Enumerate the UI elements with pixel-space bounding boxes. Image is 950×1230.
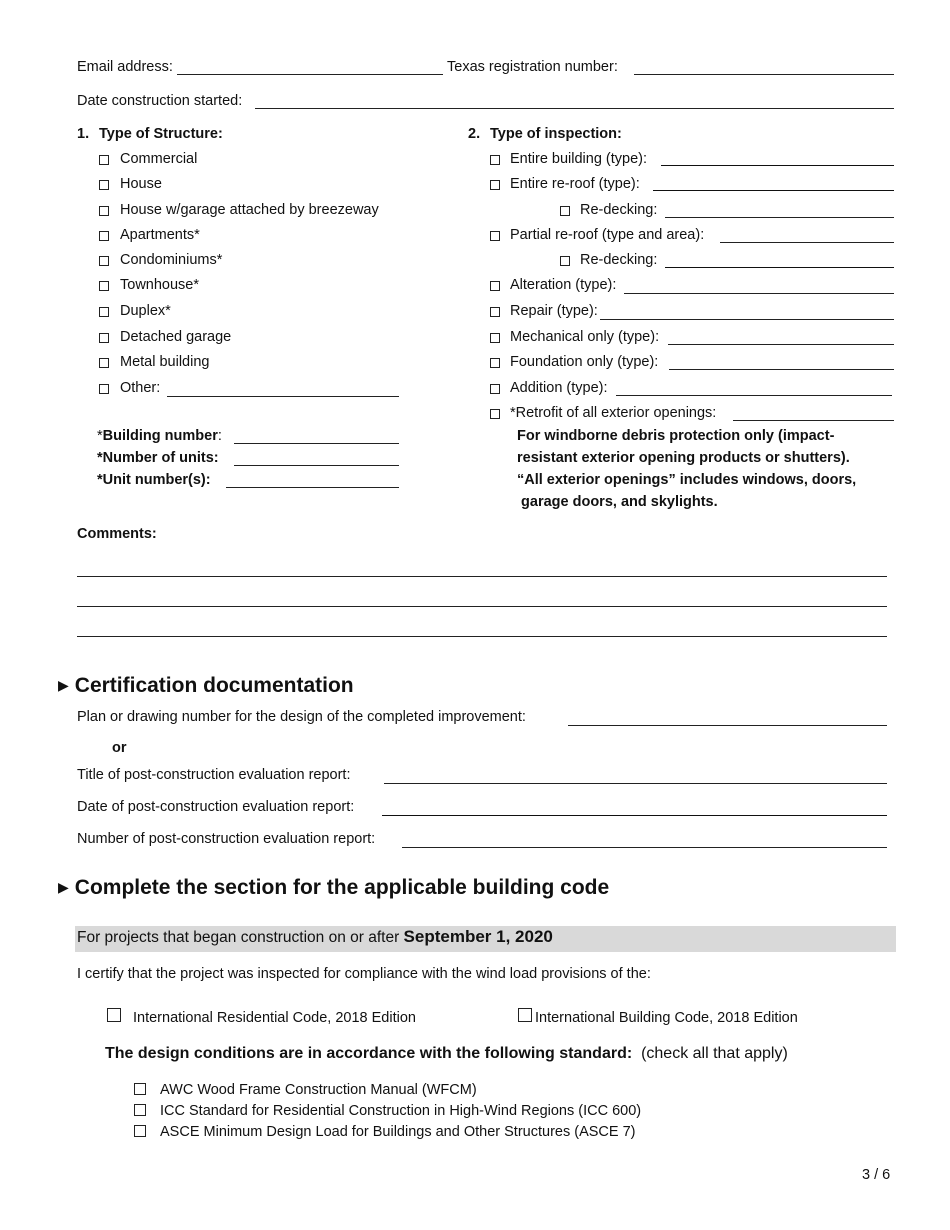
report-number-field[interactable] <box>402 847 887 848</box>
other-structure-field[interactable] <box>167 396 399 397</box>
checkbox-irc-2018[interactable] <box>107 1008 121 1022</box>
structure-option-other: Other: <box>120 380 161 396</box>
inspection-option-entire-reroof: Entire re-roof (type): <box>510 176 640 192</box>
code-option-ibc: International Building Code, 2018 Edition <box>535 1010 798 1026</box>
building-number-field[interactable] <box>234 443 399 444</box>
report-number-label: Number of post-construction evaluation report: <box>77 831 376 847</box>
building-code-section-heading: ▶ Complete the section for the applicable building code <box>58 876 610 899</box>
standard-asce-7: ASCE Minimum Design Load for Buildings and Other Structures (ASCE 7) <box>160 1124 636 1140</box>
redecking-entire-field[interactable] <box>665 217 894 218</box>
checkbox-duplex[interactable] <box>99 307 109 317</box>
structure-option-duplex: Duplex* <box>120 303 171 319</box>
checkbox-condominiums[interactable] <box>99 256 109 266</box>
inspection-option-redecking-partial: Re-decking: <box>580 252 658 268</box>
inspection-option-alteration: Alteration (type): <box>510 277 617 293</box>
date-started-field[interactable] <box>255 108 894 109</box>
email-field[interactable] <box>177 74 443 75</box>
checkbox-commercial[interactable] <box>99 155 109 165</box>
inspection-option-repair: Repair (type): <box>510 303 598 319</box>
structure-option-metal-building: Metal building <box>120 354 210 370</box>
structure-option-detached-garage: Detached garage <box>120 329 232 345</box>
page-number: 3 / 6 <box>862 1167 891 1183</box>
foundation-only-field[interactable] <box>669 369 894 370</box>
number-of-units-label: *Number of units: <box>97 450 219 466</box>
checkbox-townhouse[interactable] <box>99 281 109 291</box>
report-title-label: Title of post-construction evaluation report: <box>77 767 351 783</box>
addition-field[interactable] <box>616 395 892 396</box>
checkbox-repair[interactable] <box>490 307 500 317</box>
structure-option-townhouse: Townhouse* <box>120 277 199 293</box>
structure-option-house-breezeway: House w/garage attached by breezeway <box>120 202 379 218</box>
comments-label: Comments: <box>77 526 157 542</box>
retrofit-openings-field[interactable] <box>733 420 894 421</box>
inspection-option-entire-building: Entire building (type): <box>510 151 648 167</box>
checkbox-house-breezeway[interactable] <box>99 206 109 216</box>
checkbox-asce-7[interactable] <box>134 1125 146 1137</box>
checkbox-house[interactable] <box>99 180 109 190</box>
comments-line-2[interactable] <box>77 606 887 607</box>
banner-text: For projects that began construction on or after September 1, 2020 <box>77 927 553 946</box>
structure-option-house: House <box>120 176 162 192</box>
checkbox-mechanical-only[interactable] <box>490 333 500 343</box>
date-started-label: Date construction started: <box>77 93 243 109</box>
plan-number-label: Plan or drawing number for the design of the completed improvement: <box>77 709 526 725</box>
inspection-option-foundation-only: Foundation only (type): <box>510 354 659 370</box>
structure-option-apartments: Apartments* <box>120 227 200 243</box>
structure-heading-number: 1. <box>77 126 90 142</box>
unit-numbers-label: *Unit number(s): <box>97 472 211 488</box>
structure-option-commercial: Commercial <box>120 151 198 167</box>
inspection-heading-number: 2. <box>468 126 481 142</box>
checkbox-icc-600[interactable] <box>134 1104 146 1116</box>
inspection-heading: Type of inspection: <box>490 126 622 142</box>
entire-building-field[interactable] <box>661 165 894 166</box>
inspection-option-redecking-entire: Re-decking: <box>580 202 658 218</box>
structure-option-condominiums: Condominiums* <box>120 252 223 268</box>
report-date-label: Date of post-construction evaluation report: <box>77 799 355 815</box>
checkbox-redecking-partial[interactable] <box>560 256 570 266</box>
comments-line-3[interactable] <box>77 636 887 637</box>
checkbox-apartments[interactable] <box>99 231 109 241</box>
number-of-units-field[interactable] <box>234 465 399 466</box>
inspection-option-retrofit-openings: *Retrofit of all exterior openings: <box>510 405 717 421</box>
certification-section-heading: ▶ Certification documentation <box>58 674 354 697</box>
email-label: Email address: <box>77 59 173 75</box>
plan-number-field[interactable] <box>568 725 887 726</box>
report-date-field[interactable] <box>382 815 887 816</box>
checkbox-retrofit-openings[interactable] <box>490 409 500 419</box>
checkbox-partial-reroof[interactable] <box>490 231 500 241</box>
design-conditions-statement: The design conditions are in accordance with the following standard: (check all that apply) <box>105 1045 788 1062</box>
comments-line-1[interactable] <box>77 576 887 577</box>
texas-registration-label: Texas registration number: <box>447 59 618 75</box>
inspection-option-mechanical-only: Mechanical only (type): <box>510 329 660 345</box>
windborne-note-line-4: garage doors, and skylights. <box>517 494 718 510</box>
section-arrow-icon: ▶ <box>58 879 69 895</box>
entire-reroof-field[interactable] <box>653 190 894 191</box>
checkbox-detached-garage[interactable] <box>99 333 109 343</box>
standard-awc-wfcm: AWC Wood Frame Construction Manual (WFCM) <box>160 1082 477 1098</box>
redecking-partial-field[interactable] <box>665 267 894 268</box>
building-number-label: *Building number: <box>97 428 222 444</box>
report-title-field[interactable] <box>384 783 887 784</box>
partial-reroof-field[interactable] <box>720 242 894 243</box>
or-label: or <box>112 740 127 756</box>
texas-registration-field[interactable] <box>634 74 894 75</box>
standard-icc-600: ICC Standard for Residential Construction in High-Wind Regions (ICC 600) <box>160 1103 642 1119</box>
checkbox-foundation-only[interactable] <box>490 358 500 368</box>
repair-field[interactable] <box>600 319 894 320</box>
code-option-irc: International Residential Code, 2018 Edition <box>133 1010 416 1026</box>
unit-numbers-field[interactable] <box>226 487 399 488</box>
structure-heading: Type of Structure: <box>99 126 223 142</box>
checkbox-redecking-entire[interactable] <box>560 206 570 216</box>
alteration-field[interactable] <box>624 293 894 294</box>
inspection-option-addition: Addition (type): <box>510 380 608 396</box>
checkbox-entire-building[interactable] <box>490 155 500 165</box>
inspection-option-partial-reroof: Partial re-roof (type and area): <box>510 227 705 243</box>
checkbox-other[interactable] <box>99 384 109 394</box>
checkbox-addition[interactable] <box>490 384 500 394</box>
windborne-note-line-3: “All exterior openings” includes windows, doors, <box>517 472 857 488</box>
checkbox-alteration[interactable] <box>490 281 500 291</box>
section-arrow-icon: ▶ <box>58 677 69 693</box>
checkbox-entire-reroof[interactable] <box>490 180 500 190</box>
windborne-note-line-1: For windborne debris protection only (impact- <box>517 428 835 444</box>
checkbox-metal-building[interactable] <box>99 358 109 368</box>
checkbox-awc-wfcm[interactable] <box>134 1083 146 1095</box>
windborne-note-line-2: resistant exterior opening products or shutters). <box>517 450 850 466</box>
certify-statement: I certify that the project was inspected for compliance with the wind load provisions of the: <box>77 966 651 982</box>
mechanical-only-field[interactable] <box>668 344 894 345</box>
checkbox-ibc-2018[interactable] <box>518 1008 532 1022</box>
